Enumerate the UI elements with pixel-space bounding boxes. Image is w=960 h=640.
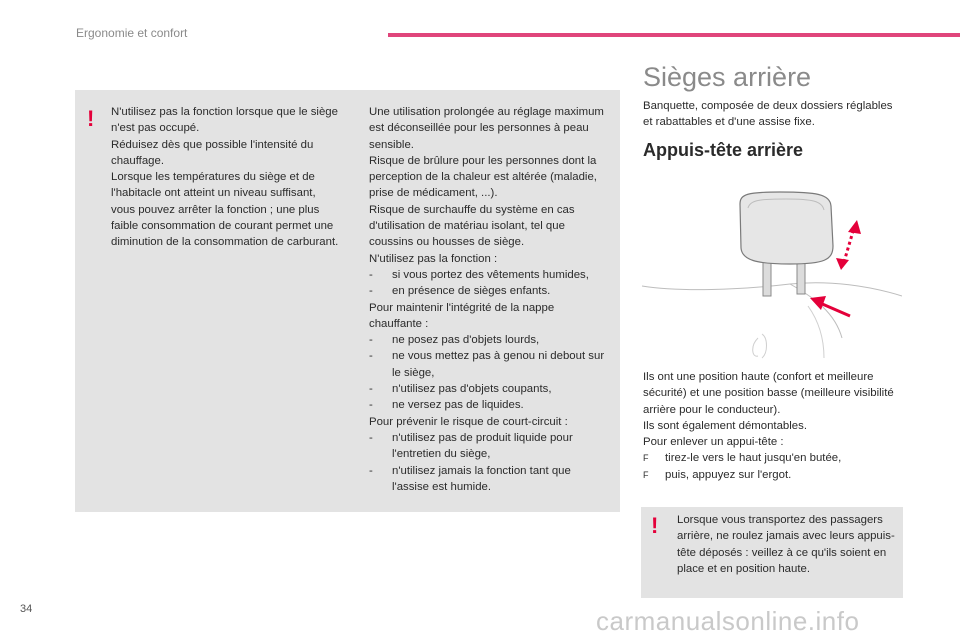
warning-paragraph: Réduisez dès que possible l'intensité du chauffage.	[111, 138, 314, 167]
description-paragraph: Ils sont également démontables.	[643, 419, 807, 432]
list-item: - ne posez pas d'objets lourds,	[369, 334, 540, 347]
warning-paragraph: N'utilisez pas la fonction :	[369, 252, 498, 265]
bullet-icon: F	[643, 469, 649, 480]
bullet-icon: F	[643, 453, 649, 464]
section-intro: Banquette, composée de deux dossiers réglables et rabattables et d'une assise fixe.	[643, 100, 893, 129]
warning-exclamation-icon: !	[651, 513, 659, 538]
list-item: - si vous portez des vêtements humides,	[369, 268, 589, 281]
warning-paragraph: Une utilisation prolongée au réglage maximum est déconseillée pour les personnes à peau sensible.	[369, 106, 604, 151]
warning-paragraph: Lorsque les températures du siège et de l'habitacle ont atteint un niveau suffisant, vous pouvez arrêter la fonction ; une plus faible consommation de courant permet une diminution de la consommation de carburant.	[111, 171, 339, 249]
warning-right-column	[369, 104, 609, 495]
headrest-description	[643, 369, 905, 483]
warning-paragraph: N'utilisez pas la fonction lorsque que le siège n'est pas occupé.	[111, 106, 338, 135]
warning-box	[75, 90, 620, 512]
list-item: - en présence de sièges enfants.	[369, 285, 551, 298]
warning-paragraph: Pour maintenir l'intégrité de la nappe chauffante :	[369, 301, 555, 330]
section-title: Sièges arrière	[643, 62, 812, 92]
note-text: Lorsque vous transportez des passagers arrière, ne roulez jamais avec leurs appuis-tête déposés : veillez à ce qu'ils soient en place et en position haute.	[677, 514, 895, 575]
warning-paragraph: Pour prévenir le risque de court-circuit :	[369, 415, 568, 428]
watermark: carmanualsonline.info	[596, 606, 860, 636]
list-item: F puis, appuyez sur l'ergot.	[643, 467, 905, 483]
subsection-title: Appuis-tête arrière	[643, 140, 804, 160]
description-paragraph: Pour enlever un appui-tête :	[643, 436, 784, 449]
header-title: Ergonomie et confort	[76, 26, 188, 40]
warning-exclamation-icon: !	[87, 106, 95, 131]
warning-paragraph: Risque de surchauffe du système en cas d'utilisation de matériau isolant, tel que coussins ou housses de siège.	[369, 203, 575, 249]
warning-paragraph: Risque de brûlure pour les personnes dont la perception de la chaleur est altérée (maladie, prise de médicament, ...).	[369, 154, 597, 200]
list-item: - ne versez pas de liquides.	[369, 399, 524, 412]
page-number: 34	[20, 603, 33, 615]
list-item: F tirez-le vers le haut jusqu'en butée,	[643, 450, 905, 466]
header-accent-bar	[388, 33, 960, 37]
description-paragraph: Ils ont une position haute (confort et meilleure sécurité) et une position basse (meilleure visibilité arrière pour le conducteur).	[643, 371, 894, 416]
warning-left-column	[111, 104, 339, 251]
list-item: - ne vous mettez pas à genou ni debout sur le siège,	[369, 350, 605, 379]
headrest-illustration	[640, 188, 902, 360]
list-item: - n'utilisez pas d'objets coupants,	[369, 383, 552, 396]
list-item: - n'utilisez pas de produit liquide pour l'entretien du siège,	[369, 431, 573, 461]
note-box	[641, 507, 903, 598]
list-item: - n'utilisez jamais la fonction tant que l'assise est humide.	[369, 464, 571, 493]
